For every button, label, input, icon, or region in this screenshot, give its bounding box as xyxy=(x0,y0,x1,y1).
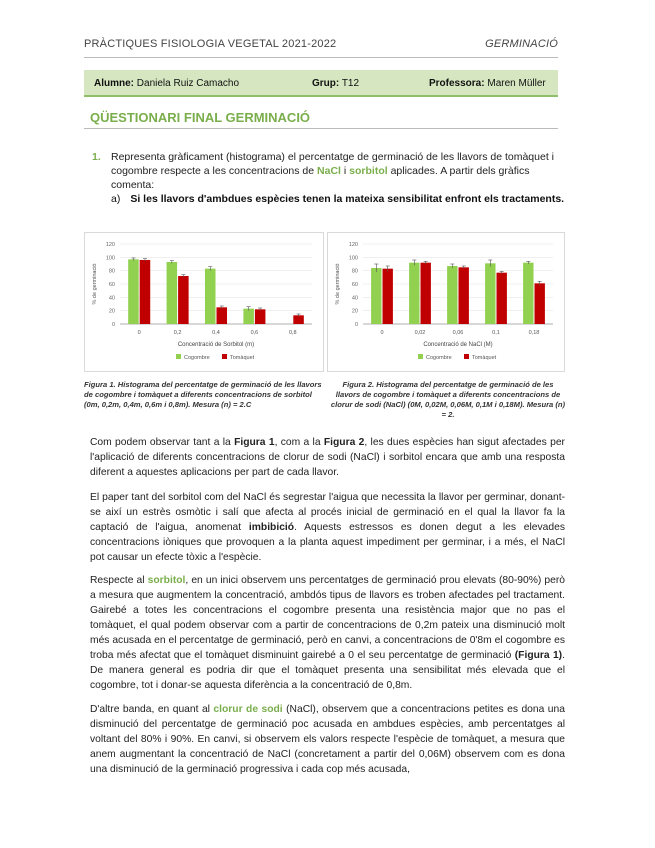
figure-1-caption: Figura 1. Histograma del percentatge de germinació de les llavors de cogombre i tomàquet a diferents concentracions de sorbitol (0m, 0,2m, 0,4m, 0,6m i 0,8m). Mesura (n) = 2.C xyxy=(84,380,322,409)
legend-label-tomàquet: Tomàquet xyxy=(472,355,497,361)
bar-cogombre xyxy=(371,268,381,324)
x-tick-label: 0 xyxy=(137,330,141,336)
x-tick-label: 0,6 xyxy=(250,330,259,336)
y-tick-label: 40 xyxy=(351,295,358,302)
topic-title: GERMINACIÓ xyxy=(485,38,558,50)
page-header xyxy=(84,38,558,50)
chart-nacl xyxy=(327,232,565,372)
y-tick-label: 0 xyxy=(111,322,115,328)
y-tick-label: 100 xyxy=(105,255,115,262)
y-tick-label: 120 xyxy=(105,242,115,248)
x-tick-label: 0 xyxy=(380,330,384,336)
x-tick-label: 0,8 xyxy=(288,330,297,336)
bar-tomàquet xyxy=(421,263,431,324)
section-divider xyxy=(84,128,558,129)
x-axis-title: Concentració de NaCl (M) xyxy=(423,342,493,348)
teacher-info: Professora: Maren Müller xyxy=(429,78,546,89)
bar-tomàquet xyxy=(535,283,545,324)
section-title: QÜESTIONARI FINAL GERMINACIÓ xyxy=(90,110,311,125)
y-tick-label: 20 xyxy=(351,308,358,315)
bar-cogombre xyxy=(485,263,495,324)
bar-tomàquet xyxy=(383,269,393,324)
chart-nacl-svg xyxy=(327,232,565,372)
bar-cogombre xyxy=(523,263,533,324)
y-tick-label: 60 xyxy=(108,282,115,288)
legend-swatch-cogombre xyxy=(176,354,181,359)
x-tick-label: 0,2 xyxy=(173,330,182,336)
student-info-bar xyxy=(84,70,558,97)
y-tick-label: 20 xyxy=(108,308,115,315)
y-tick-label: 40 xyxy=(108,295,115,302)
y-tick-label: 120 xyxy=(348,242,358,248)
x-tick-label: 0,18 xyxy=(528,330,540,336)
chart-sorbitol-svg xyxy=(84,232,324,372)
course-title: PRÀCTIQUES FISIOLOGIA VEGETAL 2021-2022 xyxy=(84,38,337,50)
chart-frame xyxy=(85,233,324,372)
bar-cogombre xyxy=(447,266,457,324)
paragraph-1: Com podem observar tant a la Figura 1, com a la Figura 2, les dues espècies han sigut afectades per l'aplicació de diferents concentracions de clorur de sodi (NaCl) i sorbitol encara que amb una resposta diferent a aquestes aplicacions per part de cada llavor. xyxy=(90,437,565,478)
question-text: Representa gràficament (histograma) el percentatge de germinació de les llavors de tomàquet i cogombre respecte a les concentracions de NaCl i sorbitol aplicades. A partir dels gràfics comenta: xyxy=(111,151,554,191)
x-axis-title: Concentració de Sorbitol (m) xyxy=(177,342,255,348)
y-tick-label: 80 xyxy=(351,268,358,275)
bar-tomàquet xyxy=(217,307,228,324)
question-number: 1. xyxy=(92,151,101,163)
bar-tomàquet xyxy=(140,260,151,324)
sub-question-a: a) Si les llavors d'ambdues espècies tenen la mateixa sensibilitat enfront els tractaments. xyxy=(111,193,565,205)
x-tick-label: 0,1 xyxy=(492,330,500,336)
bar-tomàquet xyxy=(178,276,189,324)
bar-cogombre xyxy=(243,309,254,324)
legend-swatch-tomàquet xyxy=(464,354,469,359)
paragraph-3: Respecte al sorbitol, en un inici observem uns percentatges de germinació prou elevats (80-90%) però a mesura que augmentem la concentració, ambdós tipus de llavors es troben afectades pel tractament. Gairebé a totes les concentracions el cogombre presenta una resistència major que no pas el tomàquet, el qual podem observar com a partir de concentracions de 0,2m pateix una disminució molt més acusada en el percentatge de germinació, però en canvi, a concentracions de 0'8m el cogombre es troba més afectat que el tomàquet disminuint gairebé a 0 el seu percentatge de germinació (Figura 1). De manera general es podria dir que el tomàquet presenta una sensibilitat més elevada que el cogombre, tot i donar-se aquesta diferència a la concentració de 0,8m. xyxy=(90,575,565,691)
bar-tomàquet xyxy=(255,309,266,324)
bar-cogombre xyxy=(128,259,139,324)
y-tick-label: 60 xyxy=(351,282,358,288)
x-tick-label: 0,06 xyxy=(452,330,464,336)
group-info: Grup: T12 xyxy=(312,78,360,89)
legend-label-cogombre: Cogombre xyxy=(426,355,452,361)
y-tick-label: 100 xyxy=(348,255,358,262)
chart-sorbitol xyxy=(84,232,324,372)
paragraph-2: El paper tant del sorbitol com del NaCl és segrestar l'aigua que necessita la llavor per germinar, donant-se així un estrès osmòtic i salí que afecta al procés inicial de germinació en el qual la llavor fa la captació de l'aigua, anomenat imbibició. Aquests estressos es donen degut a les elevades concentracions iòniques que provoquen a la planta aquest impediment per germinar, i a més, el NaCl pot causar un efecte tòxic a l'espècie. xyxy=(90,492,565,563)
y-axis-title: % de germinació xyxy=(92,263,98,305)
bar-cogombre xyxy=(205,269,216,324)
header-divider xyxy=(84,57,558,58)
bar-cogombre xyxy=(409,263,419,324)
question-1 xyxy=(92,150,562,192)
y-tick-label: 80 xyxy=(108,268,115,275)
y-tick-label: 0 xyxy=(354,322,358,328)
legend-label-cogombre: Cogombre xyxy=(184,355,210,361)
paragraph-4: D'altre banda, en quant al clorur de sodi (NaCl), observem que a concentracions petites es dona una disminució del percentatge de germinació poc acusada en ambdues espècies, amb percentatges al voltant del 80% i 90%. En canvi, si observem els valors respecte l'espècie de tomàquet, a mesura que anem augmentant la concentració de NaCl (concretament a partir del 0,06M) observem com es dona una disminució de la germinació progressiva i cada cop més acusada, xyxy=(90,704,565,775)
x-tick-label: 0,02 xyxy=(414,330,426,336)
y-axis-title: % de germinació xyxy=(335,263,341,305)
student-info: Alumne: Daniela Ruiz Camacho xyxy=(94,78,240,89)
legend-swatch-tomàquet xyxy=(222,354,227,359)
bar-cogombre xyxy=(167,262,178,324)
bar-tomàquet xyxy=(497,273,507,324)
figure-2-caption: Figura 2. Histograma del percentatge de germinació de les llavors de cogombre i tomàquet a diferents concentracions de clorur de sodi (NaCl) (0M, 0,02M, 0,06M, 0,1M i 0,18M). Mesura (n) = 2. xyxy=(330,380,566,419)
legend-swatch-cogombre xyxy=(418,354,423,359)
x-tick-label: 0,4 xyxy=(212,330,220,336)
legend-label-tomàquet: Tomàquet xyxy=(230,355,255,361)
bar-tomàquet xyxy=(459,267,469,324)
